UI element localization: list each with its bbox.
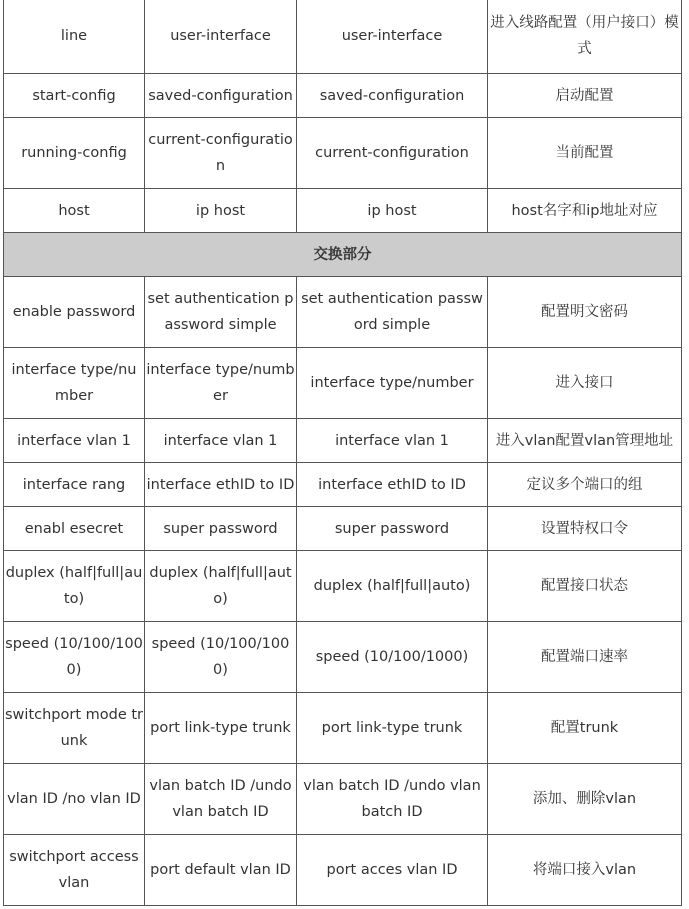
table-cell: port link-type trunk (145, 693, 297, 764)
table-cell: line (4, 0, 145, 74)
section-title: 交换部分 (4, 233, 682, 277)
table-cell: 设置特权口令 (488, 507, 682, 551)
table-cell: 进入vlan配置vlan管理地址 (488, 419, 682, 463)
table-cell: super password (297, 507, 488, 551)
table-cell: running-config (4, 118, 145, 189)
table-cell: duplex (half|full|auto) (4, 551, 145, 622)
table-cell: vlan ID /no vlan ID (4, 764, 145, 835)
table-cell: vlan batch ID /undo vlan batch ID (145, 764, 297, 835)
table-cell: 配置端口速率 (488, 622, 682, 693)
table-cell: interface vlan 1 (4, 419, 145, 463)
table-cell: enabl esecret (4, 507, 145, 551)
table-cell: vlan batch ID /undo vlan batch ID (297, 764, 488, 835)
command-table (3, 0, 682, 906)
table-cell: 进入线路配置（用户接口）模式 (488, 0, 682, 74)
table-cell: super password (145, 507, 297, 551)
table-row (4, 74, 682, 118)
table-cell: interface rang (4, 463, 145, 507)
table-cell: interface vlan 1 (145, 419, 297, 463)
table-cell: host (4, 189, 145, 233)
table-cell: 添加、删除vlan (488, 764, 682, 835)
table-row (4, 189, 682, 233)
table-row (4, 835, 682, 906)
table-row (4, 118, 682, 189)
table-cell: set authentication password simple (297, 277, 488, 348)
table-cell: duplex (half|full|auto) (145, 551, 297, 622)
table-cell: interface ethID to ID (297, 463, 488, 507)
table-cell: duplex (half|full|auto) (297, 551, 488, 622)
table-cell: set authentication password simple (145, 277, 297, 348)
table-cell: 配置接口状态 (488, 551, 682, 622)
table-cell: interface type/number (145, 348, 297, 419)
table-cell: switchport access vlan (4, 835, 145, 906)
table-cell: user-interface (297, 0, 488, 74)
section-header-row (4, 233, 682, 277)
table-cell: interface vlan 1 (297, 419, 488, 463)
table-cell: enable password (4, 277, 145, 348)
table-row (4, 764, 682, 835)
table-cell: speed (10/100/1000) (145, 622, 297, 693)
table-cell: 配置trunk (488, 693, 682, 764)
table-row (4, 277, 682, 348)
table-cell: speed (10/100/1000) (297, 622, 488, 693)
table-cell: user-interface (145, 0, 297, 74)
table-cell: switchport mode trunk (4, 693, 145, 764)
table-cell: current-configuration (145, 118, 297, 189)
table-cell: 启动配置 (488, 74, 682, 118)
table-row (4, 419, 682, 463)
table-cell: speed (10/100/1000) (4, 622, 145, 693)
table-cell: saved-configuration (297, 74, 488, 118)
table-row (4, 0, 682, 74)
table-cell: port default vlan ID (145, 835, 297, 906)
table-cell: host名字和ip地址对应 (488, 189, 682, 233)
table-cell: 将端口接入vlan (488, 835, 682, 906)
table-cell: 配置明文密码 (488, 277, 682, 348)
table-cell: interface type/number (297, 348, 488, 419)
table-cell: 进入接口 (488, 348, 682, 419)
table-cell: ip host (145, 189, 297, 233)
table-cell: interface type/number (4, 348, 145, 419)
table-cell: start-config (4, 74, 145, 118)
table-row (4, 693, 682, 764)
table-cell: saved-configuration (145, 74, 297, 118)
table-cell: port link-type trunk (297, 693, 488, 764)
table-cell: ip host (297, 189, 488, 233)
table-row (4, 463, 682, 507)
table-cell: 定议多个端口的组 (488, 463, 682, 507)
table-cell: port acces vlan ID (297, 835, 488, 906)
table-row (4, 348, 682, 419)
table-row (4, 622, 682, 693)
table-row (4, 507, 682, 551)
table-cell: 当前配置 (488, 118, 682, 189)
table-cell: interface ethID to ID (145, 463, 297, 507)
table-cell: current-configuration (297, 118, 488, 189)
table-row (4, 551, 682, 622)
